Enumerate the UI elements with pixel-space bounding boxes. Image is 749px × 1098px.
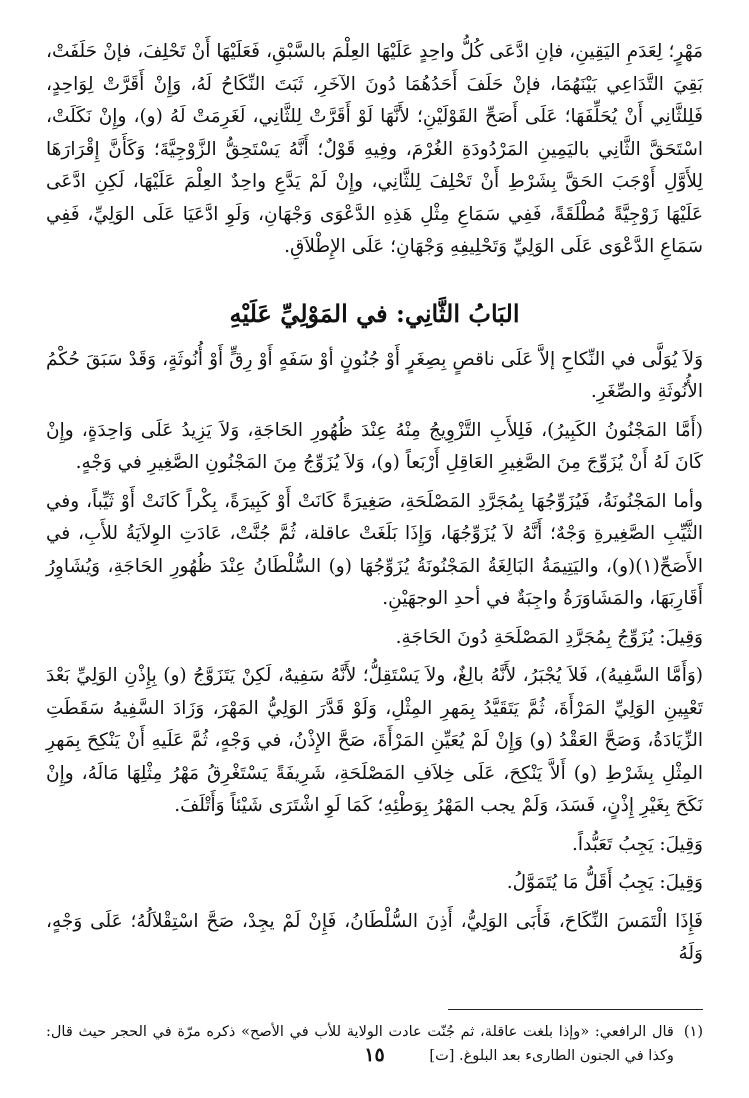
footnote-number: (١) xyxy=(683,1023,703,1040)
footnote-text: قال الرافعي: «وإذا بلغت عاقلة، ثم جُنّت عادت الولاية للأب في الأصح» ذكره مرّة في الحجر حيث قال: وكذا في الجنون الطارىء بعد البلوغ. [ت] xyxy=(46,1023,674,1064)
paragraph: مَهْرٍ؛ لِعَدَمِ اليَقِينِ، فإنِ ادَّعَى كُلُّ واحِدٍ عَلَيْهَا العِلْمَ بالسَّبْقِ، فَعَلَيْهَا أَنْ تَحْلِفَ، فإنْ حَلَفَتْ، بَقِيَ التَّدَاعِي بَيْنَهُمَا، فإنْ حَلَفَ أَحَدُهُمَا دُونَ الآخَرِ، ثَبَتَ النِّكَاحُ لَهُ، وَإِنْ أَقَرَّتْ لِوَاحِدٍ، فَلِلثَّانِي أَنْ يُحَلِّفَهَا؛ عَلَى أَصَحِّ القَوْلَيْنِ؛ لأَنَّهَا لَوْ أَقَرَّتْ لِلثَّانِي، لَغَرِمَتْ لَهُ (و)، وإِنْ نَكَلَتْ، اسْتَحَقَّ الثَّانِي باليَمِينِ المَرْدُودَةِ الغُرْمَ، وفِيهِ قَوْلٌ؛ أَنَّهُ يَسْتَحِقُّ الزَّوْجِيَّةَ؛ وَكَأَنَّ إِقْرَارَهَا لِلأَوَّلِ أَوْجَبَ الحَقَّ بِشَرْطِ أَنْ تَحْلِفَ لِلثَّانِي، وإِنْ لَمْ يَدَّعِ واحِدٌ العِلْمَ عَلَيْهَا، لَكِنِ ادَّعَى عَلَيْهَا زَوْجِيَّةً مُطْلَقَةً، فَفِي سَمَاعِ مِثْلِ هَذِهِ الدَّعْوَى وَجْهَانِ، وَلَوِ ادَّعَيَا عَلَى الوَلِيِّ، فَفِي سَمَاعِ الدَّعْوَى عَلَى الوَلِيِّ وَتَحْلِيفِهِ وَجْهَانِ؛ عَلَى الإِطْلاَقِ. xyxy=(46,41,703,257)
chapter-heading: البَابُ الثَّانِي: في المَوْلِيِّ عَلَيْهِ xyxy=(229,298,520,328)
paragraph: (أَمَّا المَجْنُونُ الكَبِيرُ)، فَلِلأَبِ التَّزْوِيجُ مِنْهُ عِنْدَ ظُهُورِ الحَاجَةِ، وَلاَ يَزِيدُ عَلَى وَاحِدَةٍ، وإِنْ كَانَ لَهُ أَنْ يُزَوِّجَ مِنَ الصَّغِيرِ العَاقِلِ أَرْبَعاً (و)، وَلاَ يُزَوِّجُ مِنَ المَجْنُونِ الصَّغِيرِ في وَجْهٍ. xyxy=(46,419,703,473)
footnote-divider xyxy=(448,1009,703,1010)
paragraph: وَلاَ يُوَلَّى في النِّكاحِ إلاَّ عَلَى ناقصٍ بِصِغَرٍ أَوْ جُنُونٍ أوْ سَفَهٍ أَوْ رِقٍّ أَوْ أُنُوثَةٍ، وَقَدْ سَبَقَ حُكْمُ الأُنُوثَةِ والصِّغَرِ. xyxy=(46,348,703,402)
top-text-block xyxy=(46,36,703,264)
paragraph: (وَأَمَّا السَّفِيهُ)، فَلاَ يُجْبَرُ، لأَنَّهُ بالِغٌ، ولاَ يَسْتَقِلُّ؛ لأَنَّهُ سَفِيهٌ، لَكِنْ يَتَزَوَّجُ (و) بِإِذْنِ الوَلِيِّ بَعْدَ تَعْيِينِ الوَلِيِّ المَرْأَةَ، ثُمَّ يَتَقَيَّدُ بِمَهرِ المِثْلِ، وَلَوْ قَدَّرَ الوَلِيُّ المَهْرَ، وَزَادَ السَّفِيهُ سَقَطَتِ الزِّيَادَةُ، وَصَحَّ العَقْدُ (و) وَإِنْ لَمْ يُعَيِّنِ المَرْأَةَ، صَحَّ الإِذْنُ، في وَجْهٍ، ثُمَّ عَلَيهِ أَنْ يَنْكِحَ بِمَهرِ المِثْلِ بِشَرْطِ (و) أَلاَّ يَنْكِحَ، عَلَى خِلاَفِ المَصْلَحَةِ، شَرِيفَةً يَسْتَغْرِقُ مَهْرُ مِثْلِهَا مَالَهُ، وإِنْ نَكَحَ بِغَيْرِ إِذْنٍ، فَسَدَ، وَلَمْ يجب المَهْرُ بِوَطْئِهِ؛ كَمَا لَوِ اشْتَرَى شَيْئاً وَأَتْلَفَ. xyxy=(46,665,703,816)
paragraph: وأما المَجْنُونَةُ، فَيُزَوِّجُهَا بِمُجَرَّدِ المَصْلَحَةِ، صَغِيرَةً كَانَتْ أَوْ كَبِيرَةً، بِكْراً كَانَتْ أَوْ ثَيِّباً، وفي الثَّيِّبِ الصَّغِيرةِ وَجْهٌ؛ أَنَّهُ لاَ يُزَوِّجُهَا، وَإِذَا بَلَغَتْ عاقلة، ثُمَّ جُنَّتْ، عَادَتِ الوِلاَيَةُ للأَبِ، في الأَصَحِّ(١)(و)، واليَتِيمَةُ البَالِغَةُ المَجْنُونَةُ يُزَوِّجُهَا (و) السُّلْطَانُ عِنْدَ ظُهُورِ الحَاجَةِ، وَيُشَاوِرُ أَقَارِبَهَا، والمَشَاوَرَةُ واجِبَةٌ في أحدِ الوجهَيْنِ. xyxy=(46,490,703,609)
paragraph: وَقِيلَ: يَجِبُ تَعَبُّداً. xyxy=(571,833,703,855)
main-text-block xyxy=(46,344,703,971)
paragraph: وَقِيلَ: يُزَوِّجُ بِمُجَرَّدِ المَصْلَحَةِ دُونَ الحَاجَةِ. xyxy=(395,626,703,648)
paragraph: وَقِيلَ: يَجِبُ أَقَلُّ مَا يُتَمَوَّلُ. xyxy=(506,872,703,893)
page-number: ١٥ xyxy=(364,1044,385,1066)
paragraph: فَإِذَا الْتَمَسَ النِّكَاحَ، فَأَبَى الوَلِيُّ، أَذِنَ السُّلْطَانُ، فَإِنْ لَمْ يجِدْ، صَحَّ اسْتِقْلاَلُهُ؛ عَلَى وَجْهٍ، وَلَهُ xyxy=(46,910,703,964)
